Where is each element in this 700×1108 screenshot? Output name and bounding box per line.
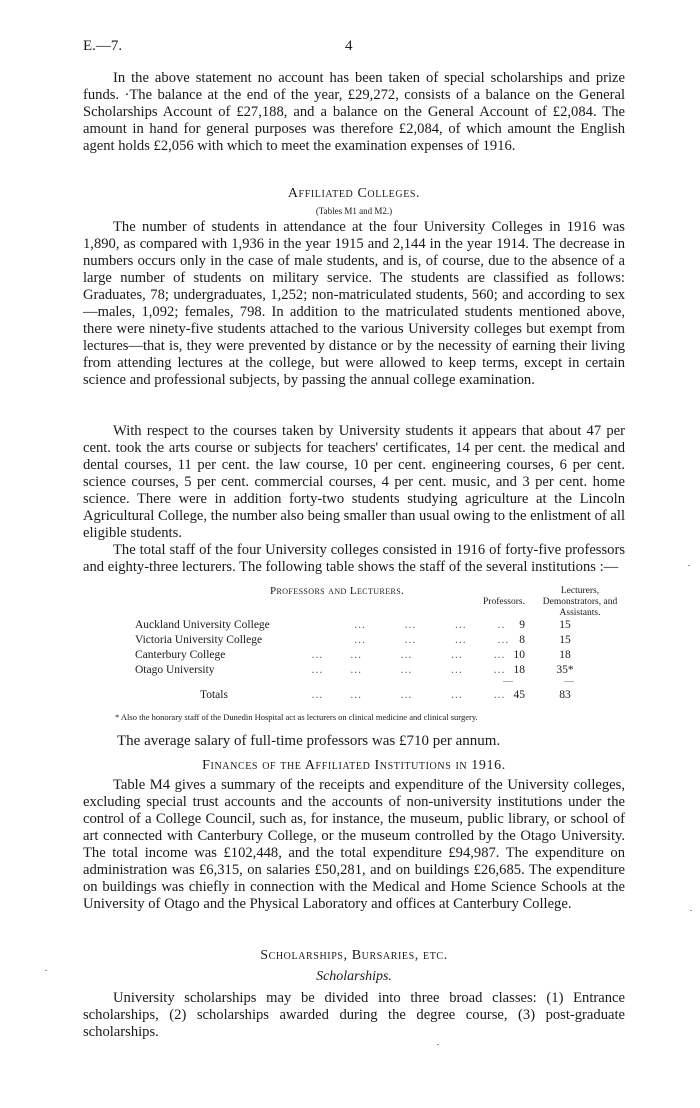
scholarships-subheading: Scholarships. bbox=[316, 969, 392, 984]
scholarships-heading: Scholarships, Bursaries, etc. bbox=[260, 948, 448, 963]
totals-row bbox=[135, 689, 655, 704]
totals-professors: 45 bbox=[513, 689, 525, 701]
table-row bbox=[135, 664, 655, 679]
lecturers-count: 35* bbox=[556, 664, 574, 676]
affiliated-colleges-heading: Affiliated Colleges. bbox=[287, 186, 421, 201]
professors-count: 18 bbox=[513, 664, 525, 676]
institution-name: Otago University bbox=[135, 664, 215, 676]
lecturers-column-header: Lecturers, Demonstrators, and Assistants. bbox=[542, 586, 618, 618]
institution-name: Canterbury College bbox=[135, 649, 226, 661]
institution-name: Victoria University College bbox=[135, 634, 263, 646]
scan-mark bbox=[690, 910, 692, 911]
page-number: 4 bbox=[345, 38, 353, 54]
salary-statement: The average salary of full-time professors was £710 per annum. bbox=[117, 733, 501, 749]
finances-paragraph: Table M4 gives a summary of the receipts and expenditure of the University colleges, excluding special trust accounts and the accounts of non-university institutions under the control of a College Council, such as, for instance, the museum, public library, or school of art connected with Canterbury College, or the museum controlled by the Otago University. The total income was £102,448, and the total expenditure £94,987. The expenditure on administration was £6,315, on salaries £50,281, and on buildings £26,685. The expenditure on buildings was chiefly in connection with the Medical and Home Science Schools at the University of Otago and the Physical Laboratory and offices at Canterbury College. bbox=[83, 777, 625, 912]
courses-paragraph: With respect to the courses taken by University students it appears that about 47 per cent. took the arts course or subjects for teachers' certificates, 14 per cent. the medical and dental courses, 11 per cent. the law course, 10 per cent. engineering courses, 6 per cent. science courses, 5 per cent. commercial courses, 4 per cent. music, and 3 per cent. home science. There were in addition forty-two students studying agriculture at the Lincoln Agricultural College, the number also being smaller than usual owing to the enlistment of all eligible students. bbox=[83, 423, 625, 541]
table-footnote: * Also the honorary staff of the Dunedin Hospital act as lecturers on clinical medicine and clinical surgery. bbox=[115, 712, 478, 722]
leader-dots: ... ... ... .. bbox=[300, 619, 506, 631]
finances-heading: Finances of the Affiliated Institutions in 1916. bbox=[202, 758, 506, 773]
scan-mark bbox=[45, 970, 47, 971]
staff-paragraph: The total staff of the four University colleges consisted in 1916 of forty-five professors and eighty-three lecturers. The following table shows the staff of the several institutions :— bbox=[83, 542, 625, 575]
students-paragraph: The number of students in attendance at the four University Colleges in 1916 was 1,890, as compared with 1,936 in the year 1915 and 2,144 in the year 1914. The decrease in numbers occurs only in the case of male students, and is, of course, due to the absence of a large number of students on military service. The students are classified as follows: Graduates, 78; undergraduates, 1,252; non-matriculated students, 560; and according to sex—males, 1,092; females, 798. In addition to the matriculated students mentioned above, there were ninety-five students attached to the various University colleges but exempt from lectures—that is, they were prevented by distance or by the necessity of earning their living from attending lectures at the college, but were allowed to keep terms, except in certain science and professional subjects, by passing the annual college examination. bbox=[83, 219, 625, 388]
totals-label: Totals bbox=[200, 689, 228, 701]
staff-table-title: Professors and Lecturers. bbox=[270, 585, 405, 597]
column-rule: — bbox=[564, 676, 574, 687]
leader-dots: ... ... ... ... ... bbox=[300, 664, 506, 676]
leader-dots: ... ... ... ... bbox=[300, 634, 510, 646]
column-rule: — bbox=[503, 676, 513, 687]
scholarships-paragraph: University scholarships may be divided into three broad classes: (1) Entrance scholarships, (2) scholarships awarded during the degree course, (3) post-graduate scholarships. bbox=[83, 990, 625, 1040]
totals-lecturers: 83 bbox=[559, 689, 571, 701]
lecturers-count: 18 bbox=[559, 649, 571, 661]
balance-paragraph: In the above statement no account has been taken of special scholarships and prize funds. ·The balance at the end of the year, £29,272, consists of a balance on the General Scholarships Account of £27,188, and a balance on the General Account of £2,084. The amount in hand for general purposes was therefore £2,084, of which amount the English agent holds £2,056 with which to meet the examination expenses of 1916. bbox=[83, 70, 625, 154]
scan-mark bbox=[688, 565, 690, 566]
table-row bbox=[135, 634, 655, 649]
page-reference: E.—7. bbox=[83, 38, 123, 54]
tables-note: (Tables M1 and M2.) bbox=[315, 206, 393, 216]
professors-count: 10 bbox=[513, 649, 525, 661]
professors-column-header: Professors. bbox=[483, 597, 525, 607]
lecturers-count: 15 bbox=[559, 619, 571, 631]
professors-count: 9 bbox=[519, 619, 525, 631]
scan-mark bbox=[437, 1044, 439, 1045]
institution-name: Auckland University College bbox=[135, 619, 270, 631]
leader-dots: ... ... ... ... ... bbox=[300, 649, 506, 661]
table-row bbox=[135, 619, 655, 634]
lecturers-count: 15 bbox=[559, 634, 571, 646]
leader-dots: ... ... ... ... ... bbox=[300, 689, 506, 701]
table-row bbox=[135, 649, 655, 664]
professors-count: 8 bbox=[519, 634, 525, 646]
